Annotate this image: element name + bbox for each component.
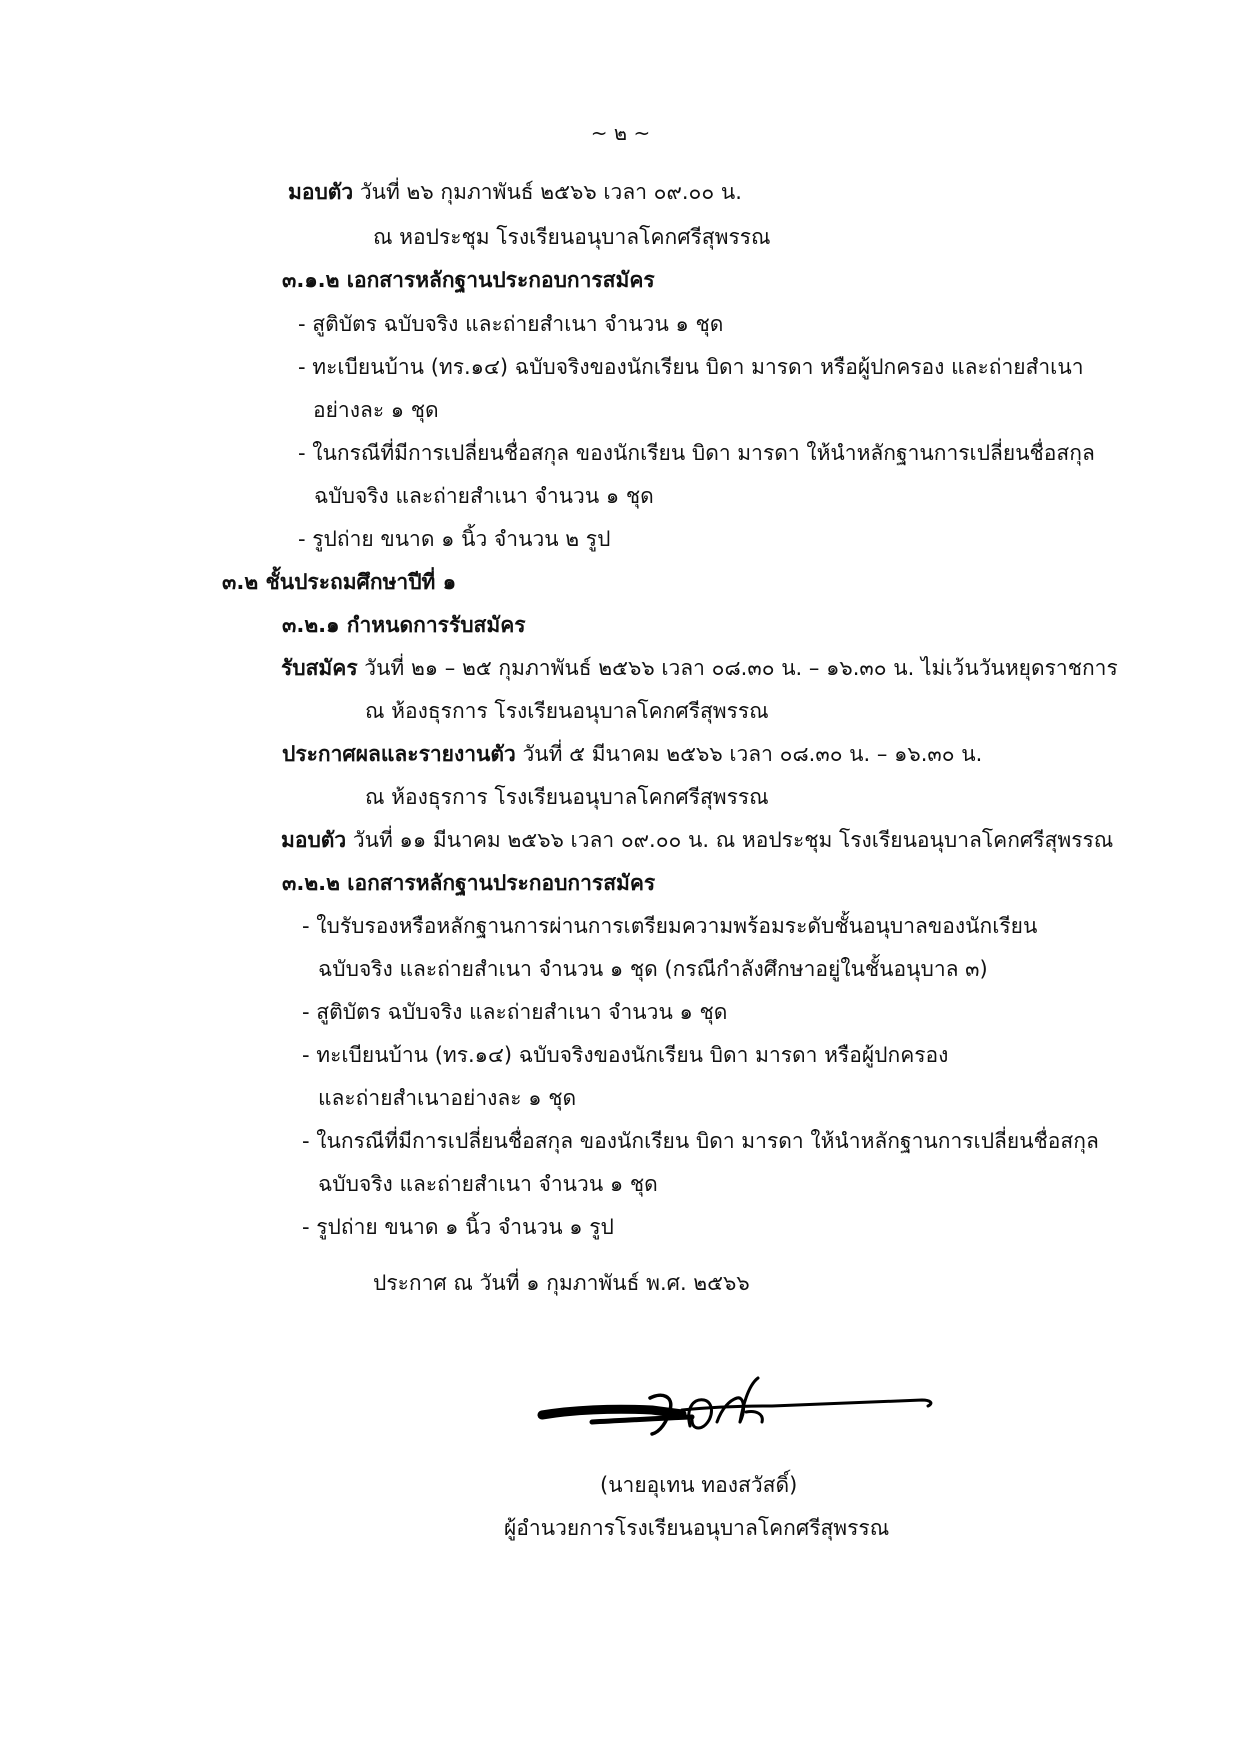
announcement-date: ประกาศ ณ วันที่ ๑ กุมภาพันธ์ พ.ศ. ๒๕๖๖ [373,1271,750,1295]
list-item: - ในกรณีที่มีการเปลี่ยนชื่อสกุล ของนักเรียน บิดา มารดา ให้นำหลักฐานการเปลี่ยนชื่อสกุล [298,441,1095,465]
list-item: - ทะเบียนบ้าน (ทร.๑๔) ฉบับจริงของนักเรียน บิดา มารดา หรือผู้ปกครอง และถ่ายสำเนา [298,355,1084,379]
text-line: ณ ห้องธุรการ โรงเรียนอนุบาลโคกศรีสุพรรณ [365,699,769,723]
section-heading: ๓.๑.๒ เอกสารหลักฐานประกอบการสมัคร [282,268,655,292]
signatory-name: (นายอุเทน ทองสวัสดิ์) [600,1473,798,1497]
text-line: มอบตัว วันที่ ๒๖ กุมภาพันธ์ ๒๕๖๖ เวลา ๐๙.๐๐ น. [288,180,742,204]
text-line: มอบตัว วันที่ ๑๑ มีนาคม ๒๕๖๖ เวลา ๐๙.๐๐ น. ณ หอประชุม โรงเรียนอนุบาลโคกศรีสุพรรณ [281,828,1114,852]
text-line: ณ หอประชุม โรงเรียนอนุบาลโคกศรีสุพรรณ [373,225,771,249]
list-item: - สูติบัตร ฉบับจริง และถ่ายสำเนา จำนวน ๑ ชุด [298,312,724,336]
signatory-title: ผู้อำนวยการโรงเรียนอนุบาลโคกศรีสุพรรณ [504,1516,890,1540]
list-item: - สูติบัตร ฉบับจริง และถ่ายสำเนา จำนวน ๑ ชุด [302,1000,728,1024]
list-item-continuation: และถ่ายสำเนาอย่างละ ๑ ชุด [318,1086,577,1110]
list-item-continuation: ฉบับจริง และถ่ายสำเนา จำนวน ๑ ชุด (กรณีกำลังศึกษาอยู่ในชั้นอนุบาล ๓) [318,957,988,981]
list-item-continuation: ฉบับจริง และถ่ายสำเนา จำนวน ๑ ชุด [314,484,654,508]
list-item: - ใบรับรองหรือหลักฐานการผ่านการเตรียมความพร้อมระดับชั้นอนุบาลของนักเรียน [302,914,1038,938]
list-item: - ในกรณีที่มีการเปลี่ยนชื่อสกุล ของนักเรียน บิดา มารดา ให้นำหลักฐานการเปลี่ยนชื่อสกุล [302,1129,1099,1153]
section-heading: ๓.๒.๒ เอกสารหลักฐานประกอบการสมัคร [282,871,656,895]
text-line: ประกาศผลและรายงานตัว วันที่ ๕ มีนาคม ๒๕๖๖ เวลา ๐๘.๓๐ น. – ๑๖.๓๐ น. [282,742,983,766]
list-item: - รูปถ่าย ขนาด ๑ นิ้ว จำนวน ๑ รูป [302,1215,614,1239]
text-line: ณ ห้องธุรการ โรงเรียนอนุบาลโคกศรีสุพรรณ [365,785,769,809]
list-item-continuation: ฉบับจริง และถ่ายสำเนา จำนวน ๑ ชุด [318,1172,658,1196]
section-heading: ๓.๒ ชั้นประถมศึกษาปีที่ ๑ [222,570,457,594]
list-item: - ทะเบียนบ้าน (ทร.๑๔) ฉบับจริงของนักเรียน บิดา มารดา หรือผู้ปกครอง [302,1043,949,1067]
section-heading: ๓.๒.๑ กำหนดการรับสมัคร [282,613,526,637]
page-number: ~ ๒ ~ [590,121,651,145]
text-line: รับสมัคร วันที่ ๒๑ – ๒๕ กุมภาพันธ์ ๒๕๖๖ เวลา ๐๘.๓๐ น. – ๑๖.๓๐ น. ไม่เว้นวันหยุดราชการ [281,656,1118,680]
list-item: - รูปถ่าย ขนาด ๑ นิ้ว จำนวน ๒ รูป [298,527,611,551]
list-item-continuation: อย่างละ ๑ ชุด [313,398,439,422]
signature-mark [532,1370,942,1450]
